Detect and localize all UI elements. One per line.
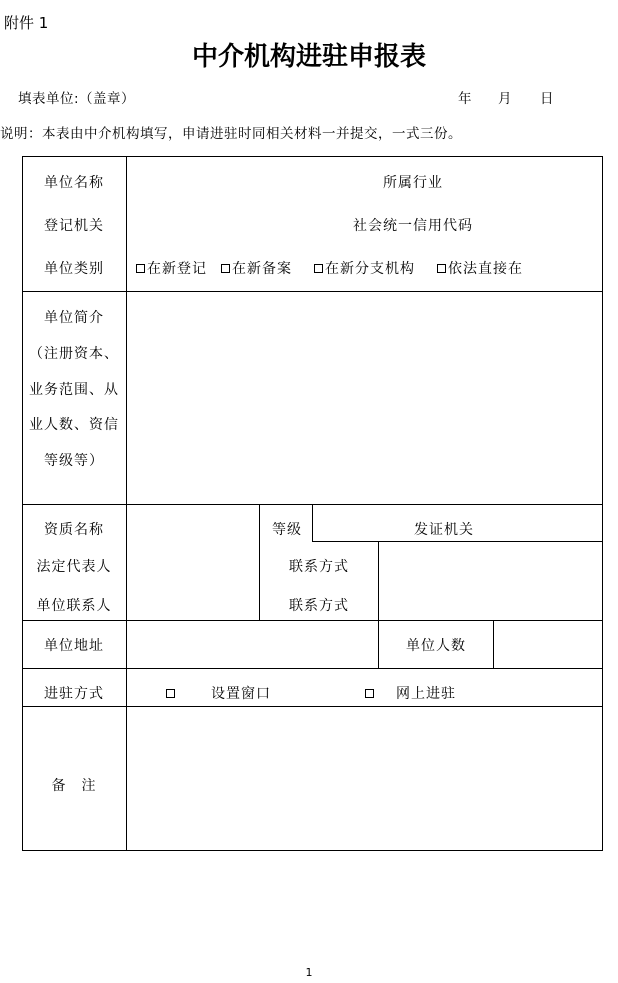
remarks-label: 备 注	[51, 778, 97, 794]
checkbox[interactable]	[221, 264, 230, 273]
checkbox[interactable]	[166, 689, 175, 698]
unit-contact-label: 单位联系人	[36, 598, 112, 614]
unit-address-label: 单位地址	[44, 638, 104, 654]
type-option-lawful-direct[interactable]	[437, 258, 523, 278]
filler-unit-label: 填表单位:（盖章）	[18, 91, 136, 107]
staff-count-label: 单位人数	[406, 638, 466, 654]
type-option-new-branch[interactable]	[314, 258, 415, 278]
entry-option-window[interactable]	[166, 683, 271, 703]
checkbox[interactable]	[437, 264, 446, 273]
type-option-new-registration[interactable]	[136, 258, 207, 278]
year-label: 年	[458, 91, 472, 107]
page-number: 1	[305, 966, 313, 979]
issuing-authority-label: 发证机关	[414, 522, 474, 538]
profile-label-line: 业人数、资信	[29, 417, 119, 433]
entry-method-label: 进驻方式	[44, 686, 104, 702]
legal-rep-label: 法定代表人	[36, 559, 112, 575]
option-label: 依法直接在	[448, 261, 523, 277]
checkbox[interactable]	[136, 264, 145, 273]
checkbox[interactable]	[365, 689, 374, 698]
option-label: 设置窗口	[211, 686, 271, 702]
day-label: 日	[540, 91, 554, 107]
form-title: 中介机构进驻申报表	[191, 42, 426, 72]
checkbox[interactable]	[314, 264, 323, 273]
unit-name-label: 单位名称	[44, 175, 104, 191]
entry-option-online[interactable]	[365, 683, 456, 703]
profile-label-line: 等级等）	[44, 453, 104, 469]
option-label: 在新分支机构	[325, 261, 415, 277]
unit-type-label: 单位类别	[44, 261, 104, 277]
contact-method-label: 联系方式	[289, 598, 349, 614]
type-option-new-filing[interactable]	[221, 258, 292, 278]
option-label: 在新备案	[232, 261, 292, 277]
qualification-name-label: 资质名称	[44, 522, 104, 538]
profile-label-line: 业务范围、从	[29, 382, 119, 398]
grade-label: 等级	[272, 522, 302, 538]
attachment-label: 附件 1	[4, 14, 49, 32]
industry-label: 所属行业	[383, 175, 443, 191]
contact-method-label: 联系方式	[289, 559, 349, 575]
option-label: 在新登记	[147, 261, 207, 277]
credit-code-label: 社会统一信用代码	[353, 218, 473, 234]
option-label: 网上进驻	[396, 686, 456, 702]
month-label: 月	[498, 91, 512, 107]
instruction-note: 说明：本表由中介机构填写，申请进驻时同相关材料一并提交，一式三份。	[0, 126, 462, 142]
registration-authority-label: 登记机关	[44, 218, 104, 234]
profile-label-line: （注册资本、	[29, 346, 119, 362]
profile-label-line: 单位简介	[44, 310, 104, 326]
